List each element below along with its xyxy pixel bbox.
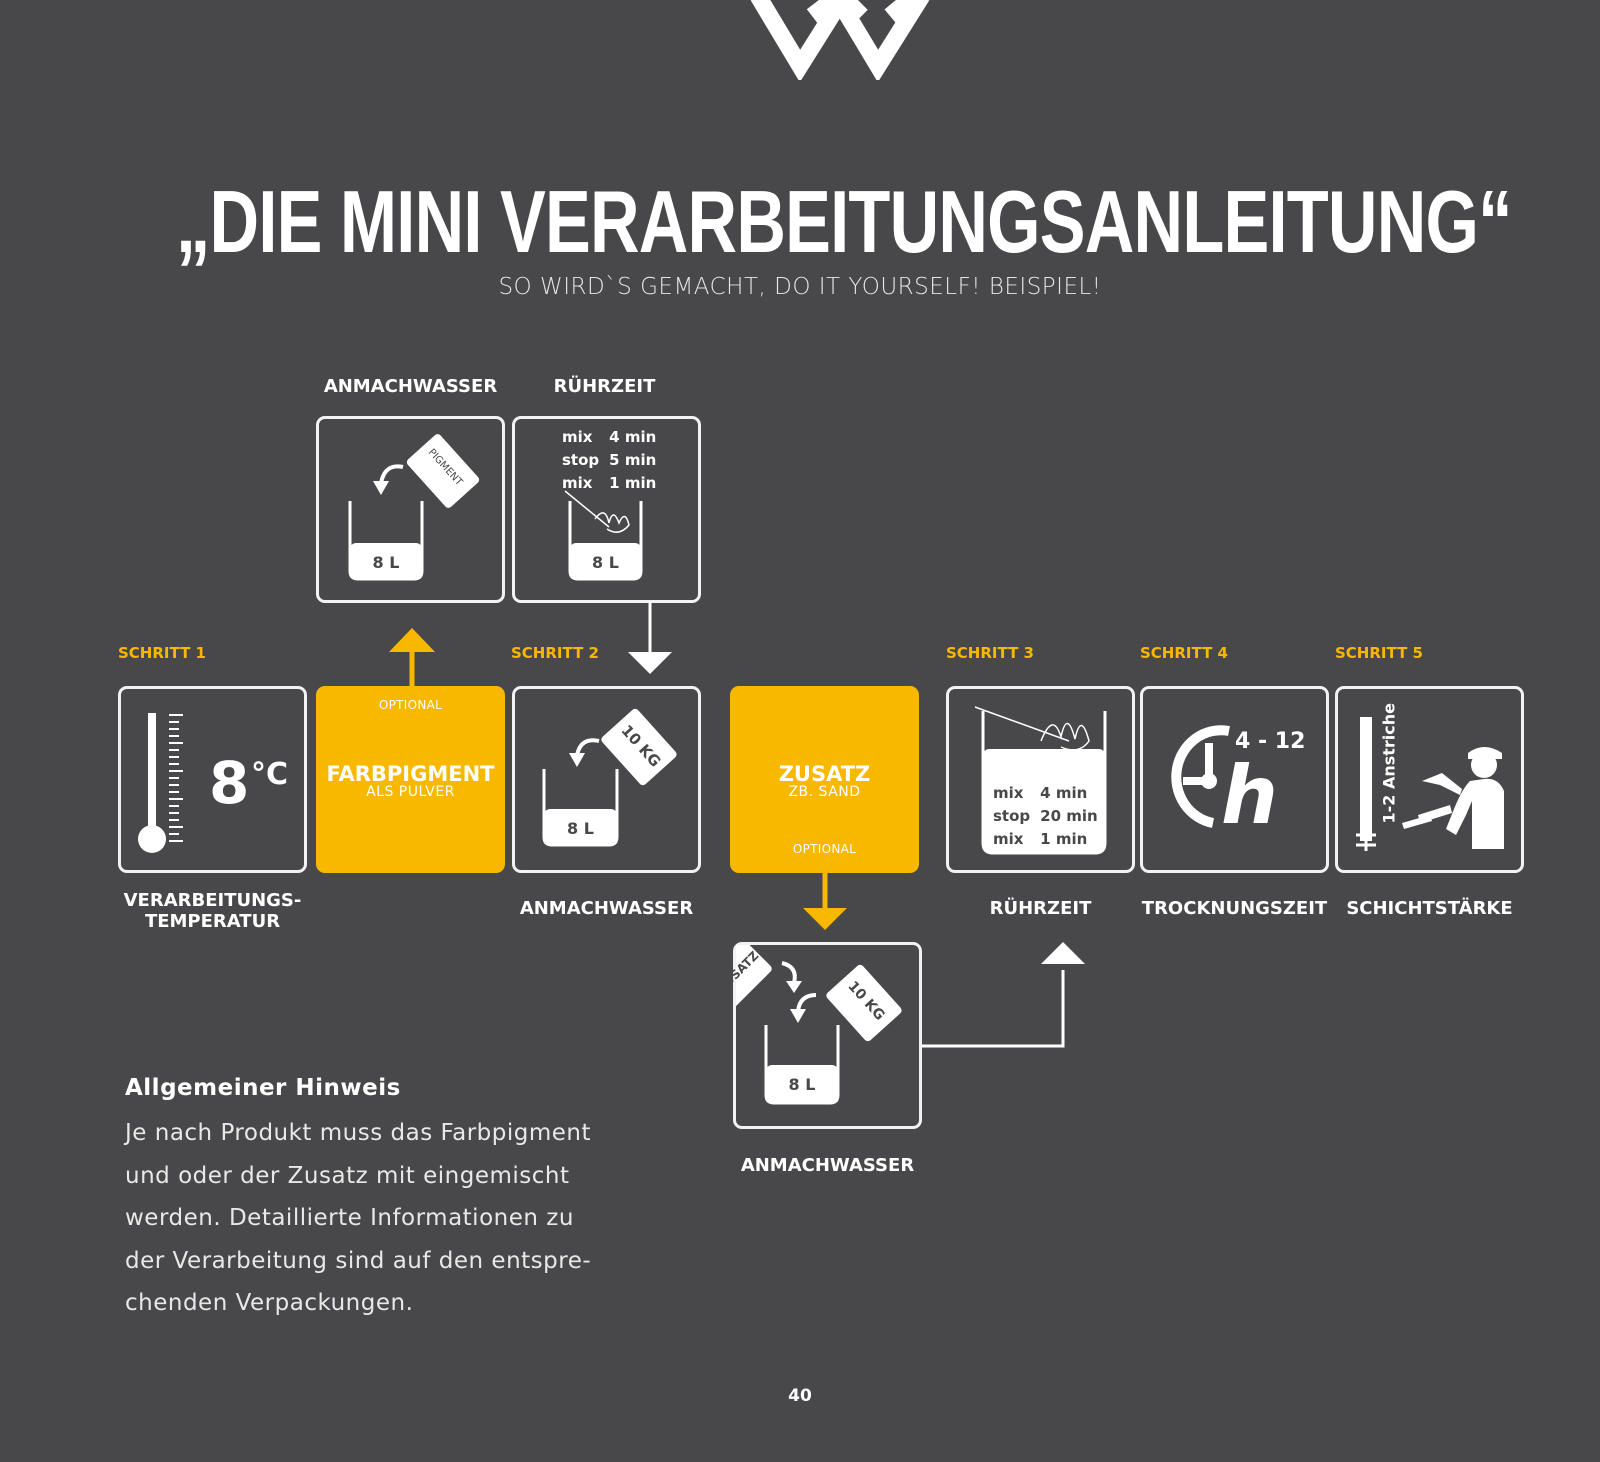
arrow-zusatz-head <box>803 908 847 930</box>
page-title: „DIE MINI VERARBEITUNGSANLEITUNG“ <box>176 172 1512 271</box>
step2-caption: ANMACHWASSER <box>519 898 694 919</box>
mix-row <box>562 427 664 448</box>
zusatz-optional: OPTIONAL <box>792 842 857 856</box>
top-mix-schedule <box>560 425 666 496</box>
pigment-tag: PIGMENT <box>425 446 465 488</box>
step3-label: SCHRITT 3 <box>946 644 1034 662</box>
step1-caption <box>108 890 317 932</box>
page-number: 40 <box>788 1386 812 1406</box>
step1-label: SCHRITT 1 <box>118 644 206 662</box>
zusatz-water-box <box>714 942 922 1129</box>
mix-time: 5 min <box>609 451 657 469</box>
mix-row <box>993 783 1106 804</box>
arrow-down-head <box>628 652 672 674</box>
step1-caption-line2: TEMPERATUR <box>144 911 281 932</box>
drying-range: 4 - 12 <box>1235 729 1306 754</box>
bucket-two-bags-icon <box>736 945 919 1126</box>
note-line: werden. Detaillierte Informationen zu <box>125 1205 574 1231</box>
bucket-volume: 8 L <box>592 553 619 572</box>
step3-mixing-box <box>946 686 1135 873</box>
zusatz-subtitle: ZB. SAND <box>788 784 861 800</box>
note-line: chenden Verpackungen. <box>125 1290 414 1316</box>
mix-row <box>993 829 1106 850</box>
note-line: und oder der Zusatz mit eingemischt <box>125 1162 570 1189</box>
mix-time: 4 min <box>1040 784 1088 802</box>
note-line: Je nach Produkt muss das Farbpigment <box>125 1120 592 1146</box>
step1-caption-line1: VERARBEITUNGS- <box>123 890 302 911</box>
mix-row <box>562 450 664 471</box>
pigment-water-box <box>316 416 505 603</box>
brand-logo-icon <box>750 0 960 80</box>
arrow-up-head <box>389 628 435 652</box>
note-line: der Verarbeitung sind auf den entspre- <box>125 1247 592 1274</box>
top-ruehrzeit-label: RÜHRZEIT <box>553 376 656 397</box>
drying-unit: h <box>1221 749 1278 842</box>
step5-label: SCHRITT 5 <box>1335 644 1423 662</box>
top-mixing-box <box>512 416 701 603</box>
arrow-return-line <box>922 970 1063 1046</box>
painter-icon <box>1338 689 1521 870</box>
step2-water-box <box>512 686 701 873</box>
mix-row <box>993 806 1106 827</box>
zusatz-title: ZUSATZ <box>778 762 871 786</box>
bucket-pour-icon <box>319 419 502 600</box>
farbpigment-optional: OPTIONAL <box>378 698 443 712</box>
temperature-unit: °C <box>251 757 289 792</box>
mix-time: 4 min <box>609 428 657 446</box>
step3-mix-schedule <box>991 781 1108 852</box>
bucket-volume: 8 L <box>567 819 594 838</box>
step3-caption: RÜHRZEIT <box>989 898 1092 919</box>
top-anmachwasser-label: ANMACHWASSER <box>323 376 498 397</box>
zusatz-optional-box <box>730 686 919 873</box>
bucket-bag-icon <box>515 689 698 870</box>
step4-drying-box <box>1140 686 1329 873</box>
note-body <box>125 1112 645 1325</box>
mix-action: mix <box>993 784 1024 802</box>
temperature-value: 8 <box>209 749 250 817</box>
mix-time: 20 min <box>1040 807 1098 825</box>
arrow-return-head <box>1041 942 1085 964</box>
mix-action: mix <box>993 830 1024 848</box>
step2-label: SCHRITT 2 <box>511 644 599 662</box>
step4-caption: TROCKNUNGSZEIT <box>1141 898 1328 919</box>
step5-caption: SCHICHTSTÄRKE <box>1346 898 1513 919</box>
bag-weight-tag: 10 KG <box>844 978 888 1024</box>
zusatz-tag: ZUSATZ <box>714 948 762 996</box>
bottom-caption: ANMACHWASSER <box>740 1155 915 1176</box>
mix-time: 1 min <box>609 474 657 492</box>
note-heading: Allgemeiner Hinweis <box>125 1075 401 1101</box>
farbpigment-optional-box <box>316 686 505 873</box>
coats-count: 1-2 Anstriche <box>1379 702 1399 824</box>
farbpigment-title: FARBPIGMENT <box>326 762 495 786</box>
mix-action: stop <box>562 451 600 469</box>
mix-action: mix <box>562 428 593 446</box>
mix-action: mix <box>562 474 593 492</box>
mix-row <box>562 473 664 494</box>
farbpigment-subtitle: ALS PULVER <box>366 784 455 800</box>
bucket-volume: 8 L <box>372 553 400 572</box>
bag-weight-tag: 10 KG <box>617 721 665 771</box>
mix-action: stop <box>993 807 1031 825</box>
page-subtitle: SO WIRD`S GEMACHT, DO IT YOURSELF! BEISPIEL! <box>498 274 1102 300</box>
step4-label: SCHRITT 4 <box>1140 644 1228 662</box>
mix-time: 1 min <box>1040 830 1088 848</box>
bucket-volume: 8 L <box>788 1075 816 1094</box>
step5-thickness-box <box>1335 686 1524 873</box>
step1-temperature-box <box>118 686 307 873</box>
